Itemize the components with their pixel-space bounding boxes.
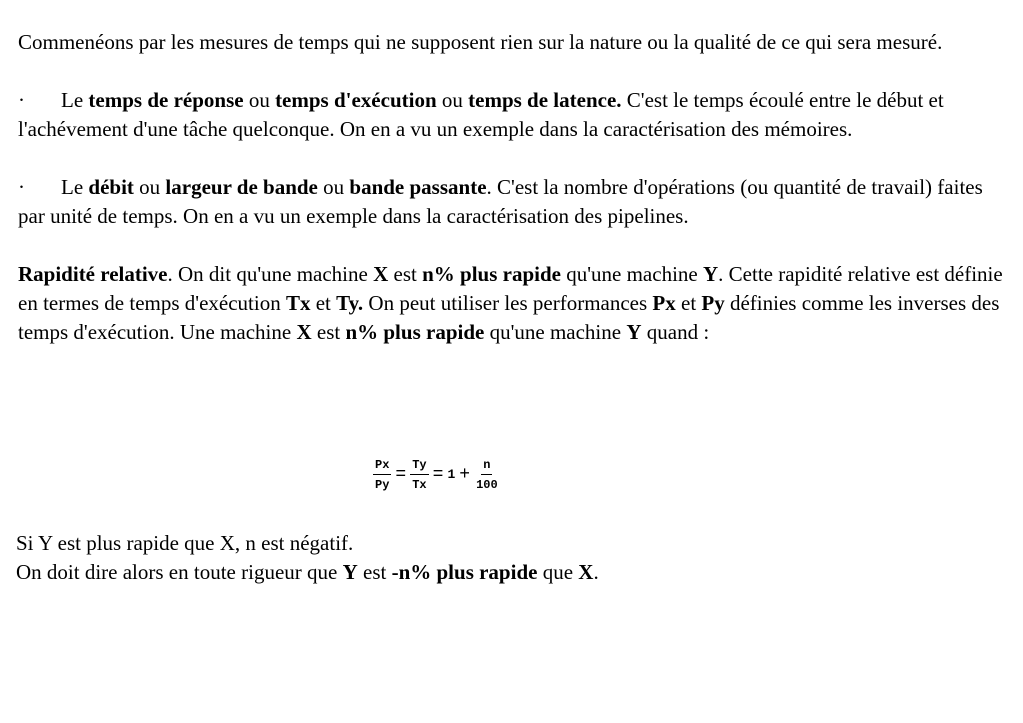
document-body — [18, 28, 1003, 347]
denominator: Py — [375, 478, 390, 492]
text-run: et — [675, 291, 702, 315]
bullet-text: Le — [61, 175, 89, 199]
spacer — [18, 57, 1003, 86]
text-run: qu'une machine — [560, 262, 703, 286]
equals-sign: = — [432, 465, 444, 485]
term-response-time: temps de réponse — [88, 88, 244, 112]
bullet-text: ou — [317, 175, 350, 199]
bullet-text: C'est le temps écoulé entre le début et l'achévement d'une tâche quelconque. On en a vu un exemple dans la caractérisation des mémoires. — [18, 88, 944, 141]
term-y: Y — [702, 262, 719, 286]
conclusion-block — [16, 529, 1001, 587]
text-run: est — [388, 262, 423, 286]
bullet-text: ou — [133, 175, 166, 199]
text-run: . — [593, 560, 599, 584]
numerator: Ty — [410, 458, 428, 475]
term-x: X — [578, 560, 594, 584]
text-run: est — [311, 320, 346, 344]
text-run: définies comme les inverses des temps d'exécution. Une machine — [18, 291, 1000, 344]
text-run: quand : — [641, 320, 710, 344]
term-py: Py — [701, 291, 725, 315]
term-tx: Tx — [285, 291, 311, 315]
text-run: On doit dire alors en toute rigueur que — [16, 560, 343, 584]
denominator: Tx — [412, 478, 427, 492]
bullet-text: Le — [61, 88, 89, 112]
text-run: . On dit qu'une machine — [167, 262, 374, 286]
text-run: qu'une machine — [484, 320, 627, 344]
term-x: X — [296, 320, 312, 344]
term-throughput: débit — [88, 175, 134, 199]
bullet-text: ou — [436, 88, 469, 112]
text-run: . Cette rapidité relative est définie en termes de temps d'exécution — [18, 262, 1003, 315]
spacer — [18, 231, 1003, 260]
bullet-text: ou — [243, 88, 276, 112]
bullet-throughput — [18, 173, 1003, 231]
bullet-response-time — [18, 86, 1003, 144]
term-execution-time: temps d'exécution — [275, 88, 437, 112]
term-y: Y — [342, 560, 358, 584]
text-run: On peut utiliser les performances — [363, 291, 653, 315]
intro-paragraph: Commenéons par les mesures de temps qui ne supposent rien sur la nature ou la qualité de ce qui sera mesuré. — [18, 30, 943, 54]
speedup-formula — [373, 455, 500, 495]
text-run: que — [537, 560, 579, 584]
term-minus-n-percent-faster: -n% plus rapide — [391, 560, 538, 584]
term-ty: Ty. — [336, 291, 364, 315]
bullet-marker: · — [18, 88, 25, 112]
conclusion-line-1: Si Y est plus rapide que X, n est négatif. — [16, 531, 354, 555]
spacer — [18, 144, 1003, 173]
term-bandwidth: largeur de bande — [165, 175, 318, 199]
fraction-n-100 — [474, 458, 500, 492]
term-n-percent-faster: n% plus rapide — [422, 262, 561, 286]
text-run: et — [310, 291, 337, 315]
term-x: X — [373, 262, 389, 286]
term-passband: bande passante — [349, 175, 487, 199]
constant-one: 1 — [447, 467, 456, 482]
text-run: est — [357, 560, 392, 584]
term-y: Y — [626, 320, 642, 344]
bullet-marker: · — [18, 175, 25, 199]
numerator: n — [481, 458, 492, 475]
equals-sign: = — [395, 465, 407, 485]
fraction-px-py — [373, 458, 391, 492]
term-px: Px — [652, 291, 676, 315]
bullet-text: . C'est la nombre d'opérations (ou quantité de travail) faites par unité de temps. On en a vu un exemple dans la caractérisation des pipelines. — [18, 175, 983, 228]
relative-speed-title: Rapidité relative — [18, 262, 168, 286]
term-n-percent-faster: n% plus rapide — [345, 320, 485, 344]
conclusion-line-2 — [16, 558, 1001, 587]
denominator: 100 — [476, 478, 498, 492]
fraction-ty-tx — [410, 458, 428, 492]
relative-speed-paragraph — [18, 260, 1003, 347]
plus-sign: + — [459, 465, 471, 485]
numerator: Px — [373, 458, 391, 475]
term-latency: temps de latence. — [468, 88, 622, 112]
